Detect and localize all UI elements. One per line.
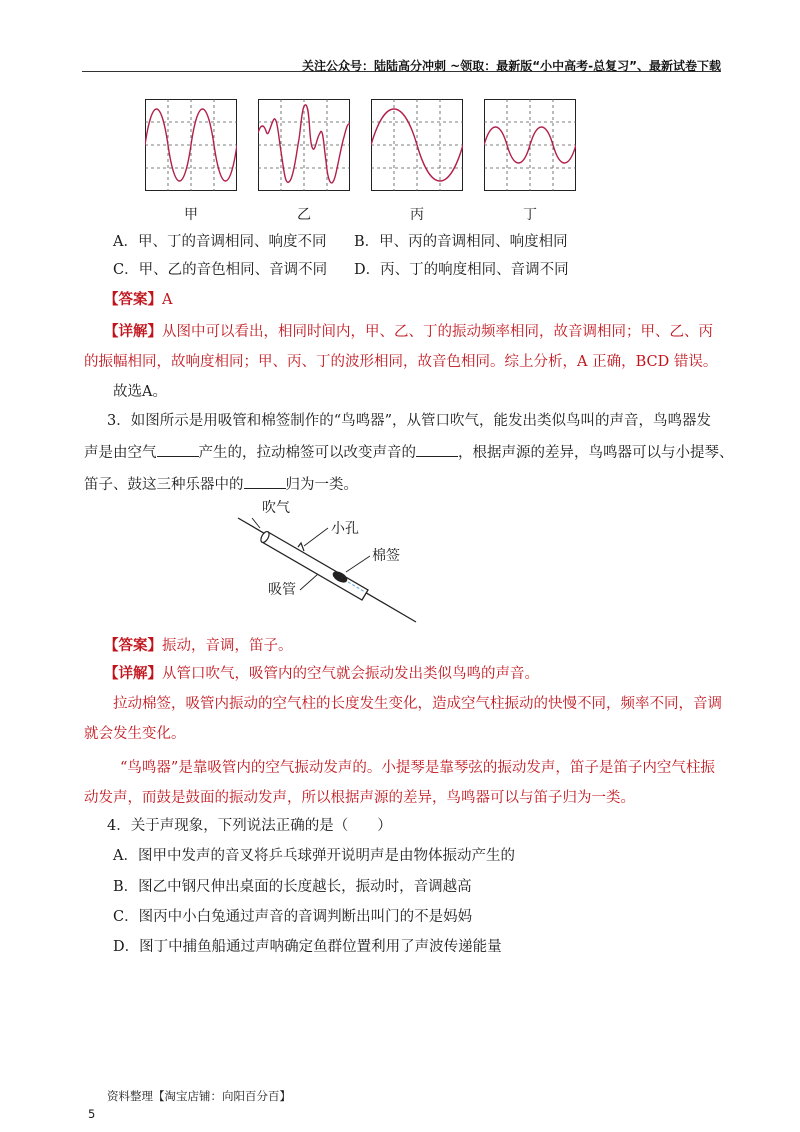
q2-detail-text1: 从图中可以看出，相同时间内，甲、乙、丁的振动频率相同，故音调相同；甲、乙、丙: [162, 324, 713, 340]
q3-stem-line2-a: 声是由空气: [84, 445, 157, 461]
header-divider: [82, 71, 721, 72]
q3-detail-3-line2: 动发声，而鼓是鼓面的振动发声，所以根据声源的差异，鸟鸣器可以与笛子归为一类。: [84, 790, 635, 806]
q2-option-c: C．甲、乙的音色相同、音调不同: [113, 262, 328, 278]
page-header: 关注公众号：陆陆高分冲刺 ~领取：最新版“小中高考-总复习”、最新试卷下载: [302, 59, 721, 73]
q3-detail-tag: 【详解】: [104, 665, 162, 682]
q4-stem: 4．关于声现象，下列说法正确的是（ ）: [107, 818, 392, 834]
page-number: 5: [88, 1107, 96, 1121]
waveform-label-ding: 丁: [523, 207, 537, 223]
waveform-label-bing: 丙: [410, 207, 424, 223]
q2-answer: [104, 290, 172, 310]
waveform-label-yi: 乙: [297, 207, 311, 223]
q3-stem-line3-b: 归为一类。: [285, 477, 358, 493]
q4-option-c: C．图丙中小白兔通过声音的音调判断出叫门的不是妈妈: [113, 909, 473, 925]
q3-stem-line3-a: 笛子、鼓这三种乐器中的: [84, 477, 244, 493]
diagram-label-blow: 吹气: [262, 500, 290, 516]
q3-answer-tag: 【答案】: [104, 637, 162, 654]
waveform-ding: [484, 99, 576, 191]
waveform-yi: [258, 99, 350, 191]
diagram-label-straw: 吸管: [268, 582, 296, 598]
diagram-label-swab: 棉签: [372, 548, 400, 564]
q3-detail-1: [104, 664, 539, 684]
q3-blank-3: [244, 474, 286, 489]
q3-stem-line2-c: ，根据声源的差异，鸟鸣器可以与小提琴、: [458, 445, 734, 461]
q3-stem-line1: 3．如图所示是用吸管和棉签制作的“鸟鸣器”，从管口吹气，能发出类似鸟叫的声音，鸟鸣器发: [107, 413, 712, 429]
q4-option-a: A．图甲中发声的音叉将乒乓球弹开说明声是由物体振动产生的: [113, 848, 515, 864]
q3-answer: [104, 636, 293, 656]
q2-option-d: D．丙、丁的响度相同、音调不同: [354, 262, 569, 278]
waveform-label-jia: 甲: [184, 207, 198, 223]
q2-option-b: B．甲、丙的音调相同、响度相同: [354, 234, 568, 250]
q2-conclusion: 故选A。: [113, 384, 167, 400]
q3-stem-line3: [84, 474, 358, 495]
q2-option-a: A．甲、丁的音调相同、响度不同: [113, 234, 327, 250]
q3-detail-3-line1: “鸟鸣器”是靠吸管内的空气振动发声的。小提琴是靠琴弦的振动发声，笛子是笛子内空气柱振: [120, 760, 715, 776]
bird-whistle-diagram: [230, 498, 430, 630]
q2-detail-line1: [104, 322, 713, 342]
waveform-jia: [145, 99, 237, 191]
q3-stem-line2: [84, 442, 734, 463]
q2-detail-line2: 的振幅相同，故响度相同；甲、丙、丁的波形相同，故音色相同。综上分析，A 正确，BCD 错误。: [84, 354, 718, 370]
page-footer: 资料整理【淘宝店铺：向阳百分百】: [107, 1089, 291, 1103]
q3-blank-2: [416, 442, 458, 457]
diagram-label-hole: 小孔: [331, 521, 359, 537]
q3-detail-text1: 从管口吹气，吸管内的空气就会振动发出类似鸟鸣的声音。: [162, 666, 539, 682]
q4-option-d: D．图丁中捕鱼船通过声呐确定鱼群位置利用了声波传递能量: [113, 939, 502, 955]
q4-option-b: B．图乙中钢尺伸出桌面的长度越长，振动时，音调越高: [113, 879, 472, 895]
q3-detail-2-line2: 就会发生变化。: [84, 726, 186, 742]
q3-blank-1: [157, 442, 199, 457]
q3-detail-2-line1: 拉动棉签，吸管内振动的空气柱的长度发生变化，造成空气柱振动的快慢不同，频率不同，音调: [113, 696, 722, 712]
q3-answer-value: 振动，音调，笛子。: [162, 638, 293, 654]
waveform-bing: [371, 99, 463, 191]
q2-answer-value: A: [162, 292, 173, 308]
q2-detail-tag: 【详解】: [104, 323, 162, 340]
q2-answer-tag: 【答案】: [104, 291, 162, 308]
q3-stem-line2-b: 产生的，拉动棉签可以改变声音的: [198, 445, 416, 461]
